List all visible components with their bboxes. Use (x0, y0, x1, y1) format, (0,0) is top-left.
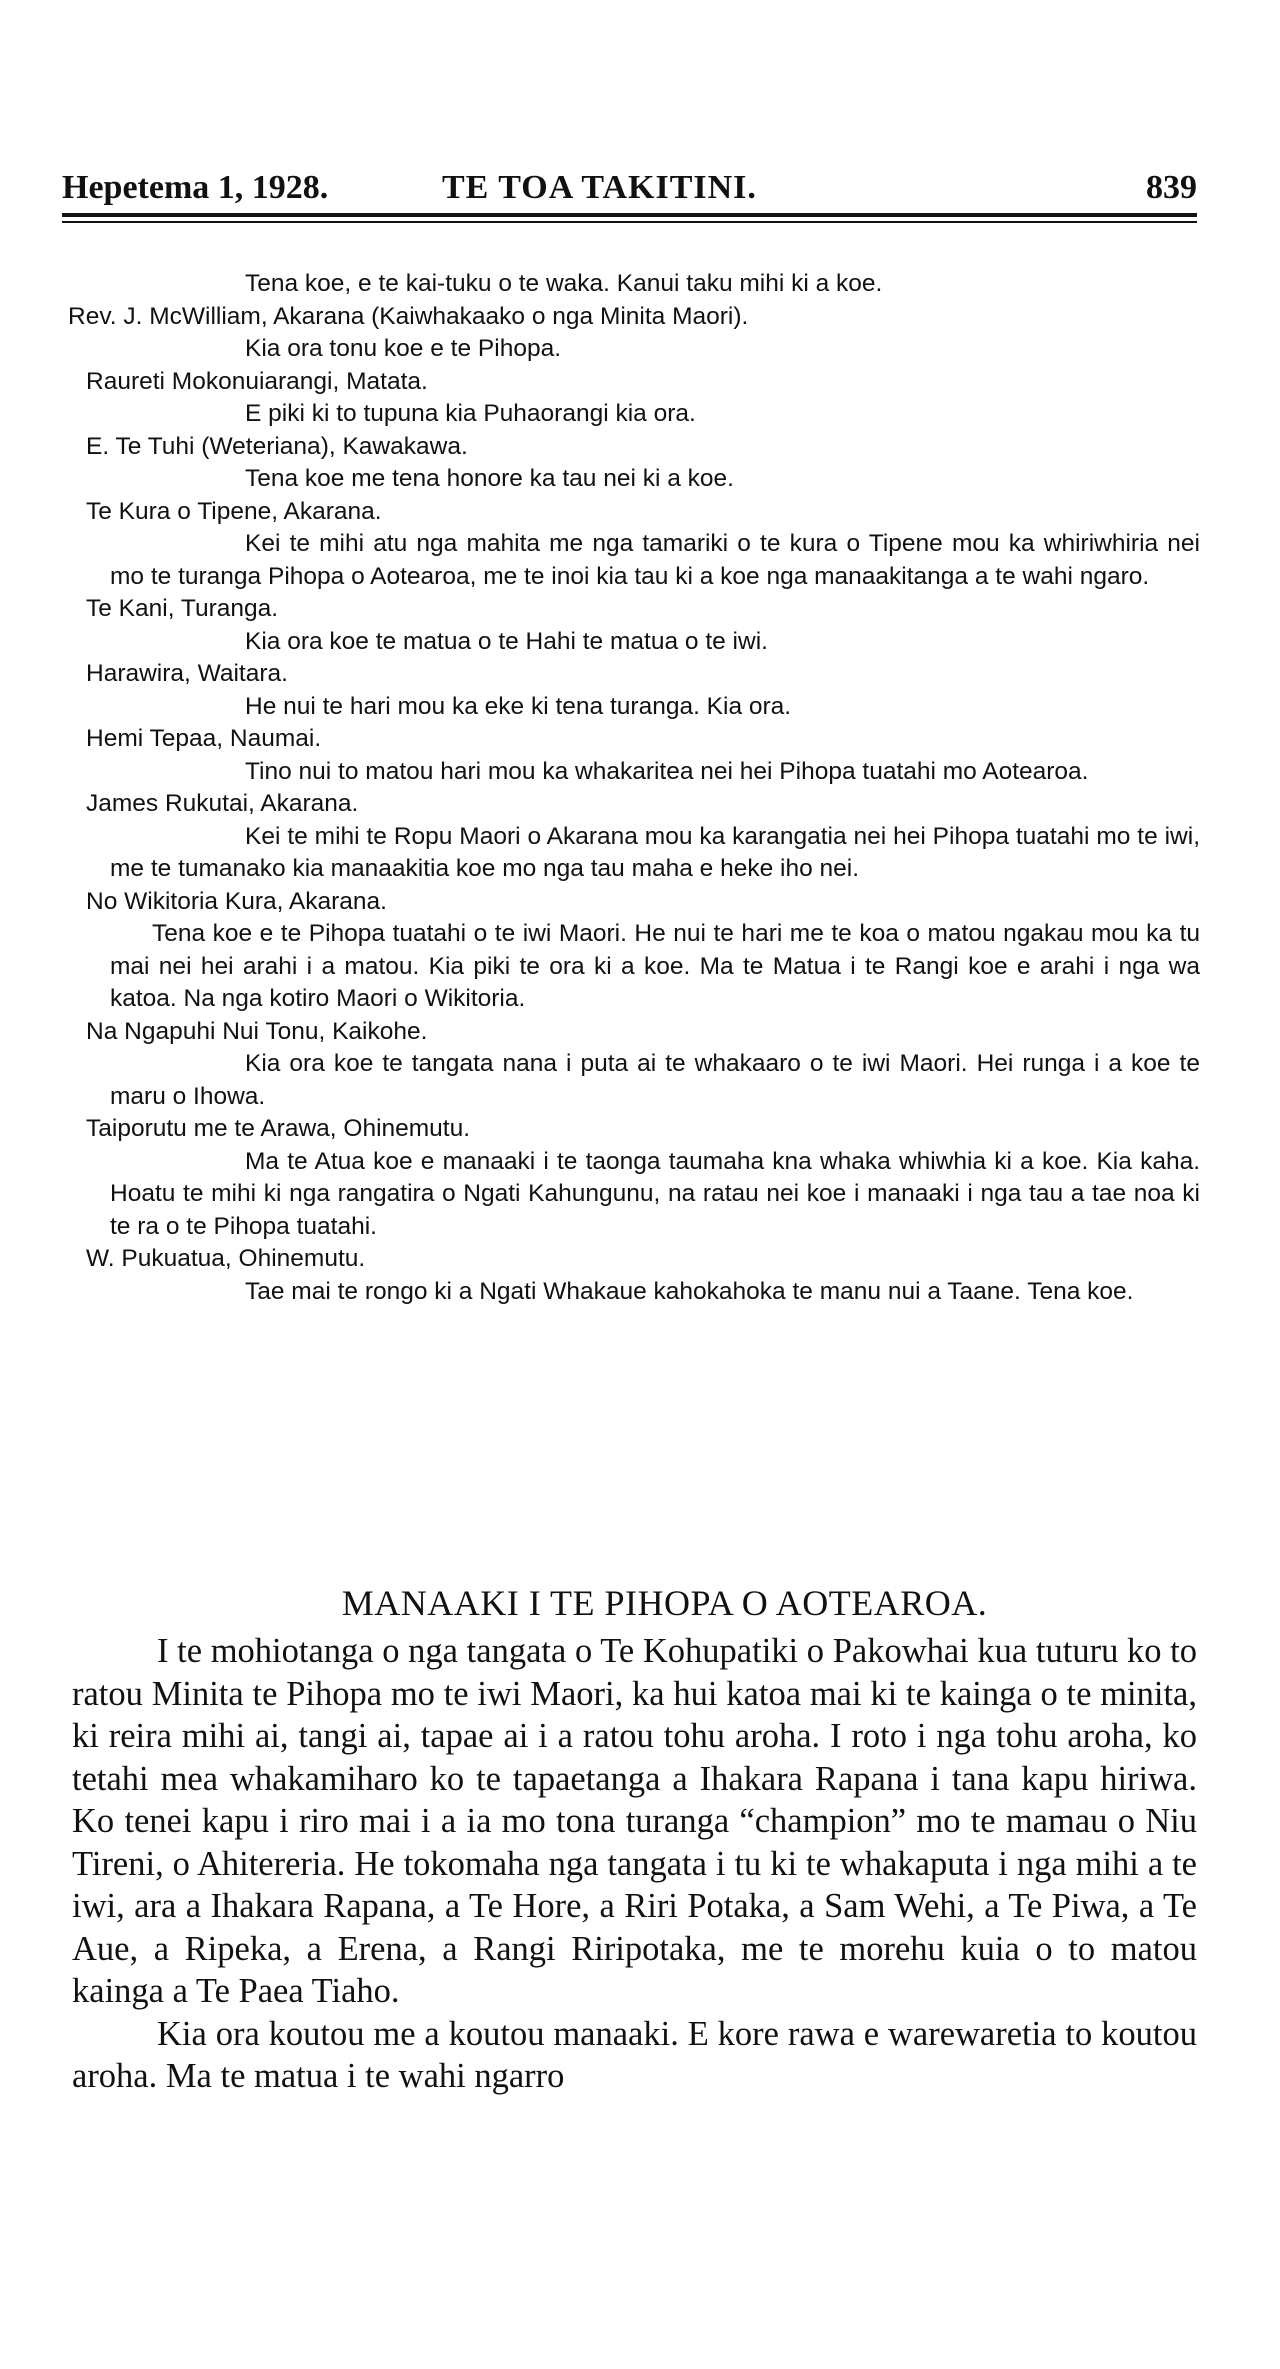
congratulation-messages (68, 268, 1200, 1308)
message-text: E piki ki to tupuna kia Puhaorangi kia ora. (245, 400, 696, 427)
message-text: Kia ora koe te matua o te Hahi te matua o te iwi. (245, 627, 768, 655)
message-sender: James Rukutai, Akarana. (86, 790, 359, 817)
article (72, 1580, 1197, 2098)
message-text: Kia ora koe te tangata nana i puta ai te whakaaro o te iwi Maori. Hei runga i a koe te maru o Ihowa. (110, 1050, 1200, 1110)
message-text: Tena koe me tena honore ka tau nei ki a koe. (245, 465, 734, 492)
message-text: He nui te hari mou ka eke ki tena turanga. Kia ora. (245, 692, 792, 720)
message-entry (86, 1243, 1200, 1308)
message-entry (86, 496, 1200, 594)
message-entry (68, 301, 1200, 366)
header-rule-thick (62, 213, 1197, 217)
article-heading: MANAAKI I TE PIHOPA O AOTEAROA. (341, 1583, 988, 1623)
message-sender: Te Kura o Tipene, Akarana. (86, 497, 382, 525)
message-entry (86, 723, 1200, 788)
message-entry (86, 658, 1200, 723)
message-sender: E. Te Tuhi (Weteriana), Kawakawa. (86, 432, 468, 460)
message-sender: No Wikitoria Kura, Akarana. (86, 887, 387, 915)
message-sender: Hemi Tepaa, Naumai. (86, 725, 322, 752)
message-sender: Taiporutu me te Arawa, Ohinemutu. (86, 1115, 471, 1142)
message-sender: Te Kani, Turanga. (86, 595, 279, 622)
article-paragraph: I te mohiotanga o nga tangata o Te Kohupatiki o Pakowhai kua tuturu ko to ratou Minita te Pihopa mo te iwi Maori, ka hui katoa mai ki te kainga o te minita, ki reira mihi ai, tangi ai, tapae ai i a ratou tohu aroha. I roto i nga tohu aroha, ko tetahi mea whakamiharo ko te tapaetanga a Ihakara Rapana i tana kapu hiriwa. Ko tenei kapu i riro mai i a ia mo tona turanga “champion” mo te mamau o Niu Tireni, o Ahitereria. He tokomaha nga tangata i tu ki te whakaputa i nga mihi a te iwi, ara a Ihakara Rapana, a Te Hore, a Riri Potaka, a Sam Wehi, a Te Piwa, a Te Aue, a Ripeka, a Erena, a Rangi Riripotaka, me te morehu kuia o to matou kainga a Te Paea Tiaho. (72, 1632, 1197, 2010)
message-entry (86, 593, 1200, 658)
message-sender: W. Pukuatua, Ohinemutu. (86, 1245, 366, 1272)
message-sender: Raureti Mokonuiarangi, Matata. (86, 367, 428, 395)
message-text: Kei te mihi te Ropu Maori o Akarana mou ka karangatia nei hei Pihopa tuatahi mo te iwi, me te tumanako kia manaakitia koe mo nga tau maha e heke iho nei. (110, 822, 1200, 882)
issue-date: Hepetema 1, 1928. (62, 169, 329, 206)
article-paragraph: Kia ora koutou me a koutou manaaki. E kore rawa e warewaretia to koutou aroha. Ma te matua i te wahi ngarro (72, 2014, 1197, 2095)
message-entry (86, 886, 1200, 1016)
header-rule-thin (62, 221, 1197, 223)
message-entry (86, 431, 1200, 496)
message-text: Tae mai te rongo ki a Ngati Whakaue kahokahoka te manu nui a Taane. Tena koe. (245, 1277, 1134, 1305)
publication-title: TE TOA TAKITINI. (442, 169, 757, 206)
message-sender: Rev. J. McWilliam, Akarana (Kaiwhakaako o nga Minita Maori). (68, 302, 749, 330)
message-text: Ma te Atua koe e manaaki i te taonga taumaha kna whaka whiwhia ki a koe. Kia kaha. Hoatu te mihi ki nga rangatira o Ngati Kahungunu, na ratau nei koe i manaaki i nga tau a tae noa ki te ra o te Pihopa tuatahi. (110, 1147, 1200, 1240)
message-text: Kei te mihi atu nga mahita me nga tamariki o te kura o Tipene mou ka whiriwhiria nei mo te turanga Pihopa o Aotearoa, me te inoi kia tau ki a koe nga manaakitanga a te wahi ngaro. (110, 530, 1200, 590)
message-entry (110, 268, 1200, 301)
message-entry (86, 1113, 1200, 1243)
message-text: Kia ora tonu koe e te Pihopa. (245, 335, 561, 362)
message-text: Tino nui to matou hari mou ka whakaritea nei hei Pihopa tuatahi mo Aotearoa. (245, 757, 1089, 785)
message-sender: Na Ngapuhi Nui Tonu, Kaikohe. (86, 1017, 428, 1045)
page-number: 839 (1146, 169, 1197, 206)
message-entry (86, 366, 1200, 431)
message-entry (86, 788, 1200, 886)
message-sender: Harawira, Waitara. (86, 660, 288, 687)
message-text: Tena koe e te Pihopa tuatahi o te iwi Maori. He nui te hari me te koa o matou ngakau mou ka tu mai nei hei arahi i a matou. Kia piki te ora ki a koe. Ma te Matua i te Rangi koe e arahi i nga wa katoa. Na nga kotiro Maori o Wikitoria. (110, 920, 1200, 1012)
message-text: Tena koe, e te kai-tuku o te waka. Kanui taku mihi ki a koe. (245, 270, 883, 297)
message-entry (86, 1016, 1200, 1114)
